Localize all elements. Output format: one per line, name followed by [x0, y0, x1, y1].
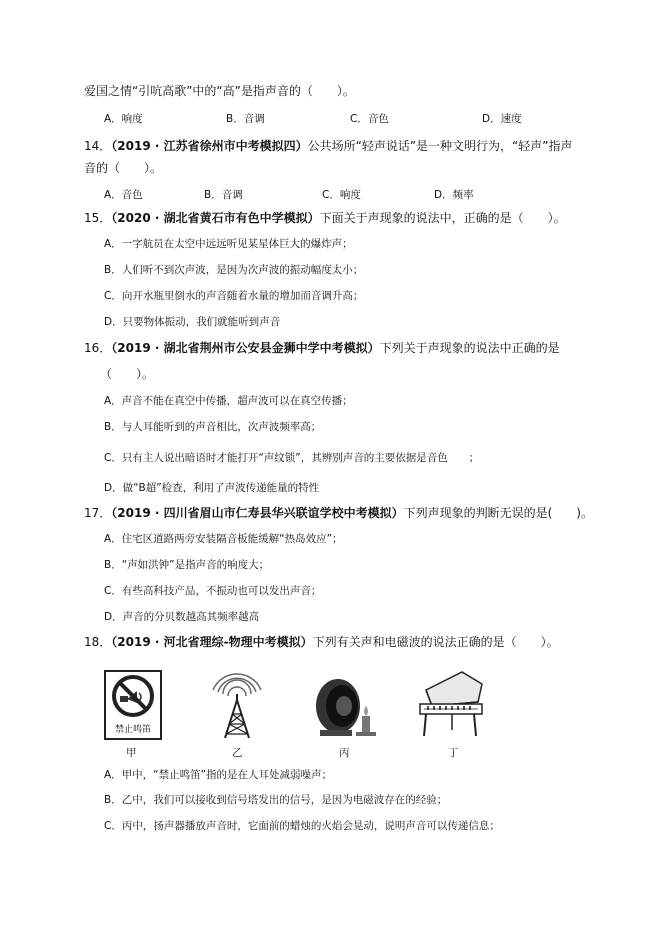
q15-option-c: C．向开水瓶里倒水的声音随着水量的增加而音调升高； — [104, 290, 364, 302]
q15-stem: 下面关于声现象的说法中，正确的是（ ）。 — [319, 211, 566, 225]
q17-option-b: B．“声如洪钟”是指声音的响度大； — [104, 559, 270, 571]
q14-stem: 公共场所“轻声说话”是一种文明行为，“轻声”指声 — [307, 139, 573, 153]
figure-caption-ding: 丁 — [448, 747, 459, 759]
q17-stem: 下列声现象的判断无误的是( )。 — [403, 506, 593, 520]
q17-option-d: D．声音的分贝数越高其频率越高 — [104, 611, 260, 623]
q17-option-a: A．住宅区道路两旁安装隔音板能缓解“热岛效应”； — [104, 533, 343, 545]
q16-source: （2019 · 湖北省荆州市公安县金狮中学中考模拟） — [111, 341, 380, 355]
intro-option-a: A．响度 — [104, 113, 143, 125]
q14-option-c: C．响度 — [322, 189, 361, 201]
q14-stem-line1 — [84, 138, 572, 154]
q18-option-c: C．丙中，扬声器播放声音时，它面前的蜡烛的火焰会晃动，说明声音可以传递信息； — [104, 820, 500, 832]
q17-source: （2019 · 四川省眉山市仁寿县华兴联谊学校中考模拟） — [111, 506, 404, 520]
q15-option-a: A．一字航员在太空中远远听见某星体巨大的爆炸声； — [104, 238, 353, 250]
q18-option-b: B．乙中，我们可以接收到信号塔发出的信号，是因为电磁波存在的经验； — [104, 794, 448, 806]
q14-option-b: B．音调 — [204, 189, 243, 201]
q18-stem-line1 — [84, 634, 559, 650]
figure-caption-jia: 甲 — [126, 747, 137, 759]
no-horn-icon — [106, 672, 160, 720]
q18-stem: 下列有关声和电磁波的说法正确的是（ ）。 — [312, 635, 559, 649]
q14-source: （2019 · 江苏省徐州市中考模拟四） — [111, 139, 308, 153]
intro-option-c: C．音色 — [350, 113, 389, 125]
no-honking-sign-label: 禁止鸣笛 — [114, 725, 151, 735]
q17-number: 17． — [84, 506, 112, 520]
q18-source: （2019 · 河北省理综-物理中考模拟） — [111, 635, 313, 649]
q15-option-b: B．人们听不到次声波，是因为次声波的振动幅度太小； — [104, 264, 364, 276]
intro-stem: 爱国之情“引吭高歌”中的“高”是指声音的（ ）。 — [84, 84, 355, 98]
q16-option-d: D．做“B超”检查，利用了声波传递能量的特性 — [104, 482, 320, 494]
q14-stem-line2: 音的（ ）。 — [84, 161, 163, 175]
signal-tower-icon — [205, 664, 269, 740]
figure-caption-yi: 乙 — [232, 747, 243, 759]
q18-option-a: A．甲中，“禁止鸣笛”指的是在人耳处减弱噪声； — [104, 769, 333, 781]
q14-number: 14． — [84, 139, 112, 153]
no-honking-sign — [104, 670, 162, 740]
q14-option-a: A．音色 — [104, 189, 143, 201]
speaker-candle-icon — [310, 668, 382, 740]
q14-option-d: D．频率 — [434, 189, 474, 201]
q15-number: 15． — [84, 211, 112, 225]
piano-icon — [412, 666, 490, 740]
q16-number: 16． — [84, 341, 112, 355]
q15-source: （2020 · 湖北省黄石市有色中学模拟） — [111, 211, 320, 225]
q18-number: 18． — [84, 635, 112, 649]
q17-stem-line1 — [84, 505, 593, 521]
q16-stem: 下列关于声现象的说法中正确的是 — [379, 341, 560, 355]
figure-caption-bing: 丙 — [339, 747, 350, 759]
q16-option-b: B．与人耳能听到的声音相比，次声波频率高； — [104, 421, 322, 433]
q16-stem-line2: （ ）。 — [100, 367, 155, 381]
q15-option-d: D．只要物体振动，我们就能听到声音 — [104, 316, 281, 328]
intro-option-b: B．音调 — [226, 113, 265, 125]
q16-option-a: A．声音不能在真空中传播，超声波可以在真空传播； — [104, 395, 353, 407]
q16-stem-line1 — [84, 340, 560, 356]
intro-option-d: D．速度 — [482, 113, 522, 125]
q16-option-c: C．只有主人说出暗语时才能打开“声纹锁”，其辨别声音的主要依据是音色 ； — [104, 452, 480, 464]
q15-stem-line1 — [84, 210, 566, 226]
q17-option-c: C．有些高科技产品，不振动也可以发出声音； — [104, 585, 322, 597]
